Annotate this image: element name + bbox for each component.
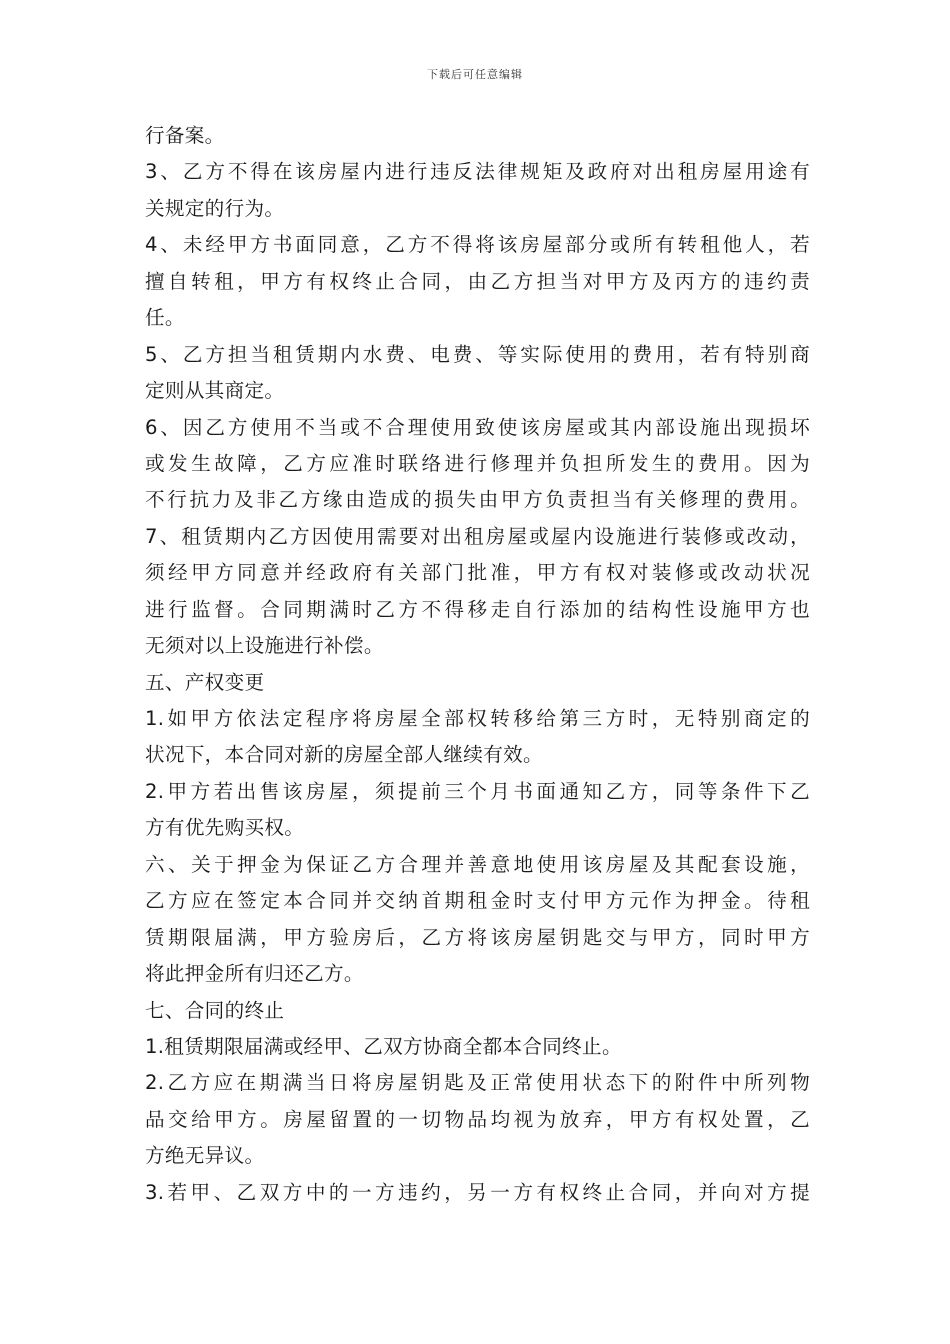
paragraph-line: 关规定的行为。 <box>145 196 285 220</box>
paragraph-line: 赁期限届满，甲方验房后，乙方将该房屋钥匙交与甲方，同时甲方 <box>145 925 810 949</box>
paragraph-line: 方有优先购买权。 <box>145 816 305 840</box>
paragraph-line: 行备案。 <box>145 124 225 147</box>
paragraph-line: 3.若甲、乙双方中的一方违约，另一方有权终止合同，并向对方提 <box>145 1180 810 1204</box>
paragraph-line: 须经甲方同意并经政府有关部门批准，甲方有权对装修或改动状况 <box>145 561 810 585</box>
paragraph-line: 状况下，本合同对新的房屋全部人继续有效。 <box>145 743 543 767</box>
paragraph-line: 将此押金所有归还乙方。 <box>145 962 364 986</box>
paragraph-line: 进行监督。合同期满时乙方不得移走自行添加的结构性设施甲方也 <box>145 597 810 621</box>
paragraph-line: 2.甲方若出售该房屋，须提前三个月书面通知乙方，同等条件下乙 <box>145 779 810 803</box>
paragraph-line: 2.乙方应在期满当日将房屋钥匙及正常使用状态下的附件中所列物 <box>145 1071 810 1095</box>
paragraph-line: 乙方应在签定本合同并交纳首期租金时支付甲方元作为押金。待租 <box>145 889 810 913</box>
paragraph-line: 1.如甲方依法定程序将房屋全部权转移给第三方时，无特别商定的 <box>145 707 810 730</box>
paragraph-line: 3、乙方不得在该房屋内进行违反法律规矩及政府对出租房屋用途有 <box>145 160 810 184</box>
paragraph-line: 七、合同的终止 <box>145 998 285 1022</box>
paragraph-line: 5、乙方担当租赁期内水费、电费、等实际使用的费用，若有特别商 <box>145 342 810 366</box>
paragraph-line: 或发生故障，乙方应准时联络进行修理并负担所发生的费用。因为 <box>145 451 810 475</box>
paragraph-line: 品交给甲方。房屋留置的一切物品均视为放弃，甲方有权处置，乙 <box>145 1107 810 1131</box>
page-header-note: 下载后可任意编辑 <box>427 68 523 81</box>
paragraph-line: 4、未经甲方书面同意，乙方不得将该房屋部分或所有转租他人，若 <box>145 233 810 257</box>
paragraph-line: 1.租赁期限届满或经甲、乙双方协商全都本合同终止。 <box>145 1034 622 1058</box>
paragraph-line: 不行抗力及非乙方缘由造成的损失由甲方负责担当有关修理的费用。 <box>145 488 810 512</box>
paragraph-line: 任。 <box>145 306 185 330</box>
paragraph-line: 擅自转租，甲方有权终止合同，由乙方担当对甲方及丙方的违约责 <box>145 269 810 293</box>
paragraph-line: 无须对以上设施进行补偿。 <box>145 634 384 658</box>
paragraph-line: 六、关于押金为保证乙方合理并善意地使用该房屋及其配套设施， <box>145 852 810 876</box>
paragraph-line: 定则从其商定。 <box>145 379 285 403</box>
paragraph-line: 7、租赁期内乙方因使用需要对出租房屋或屋内设施进行装修或改动， <box>145 524 810 548</box>
paragraph-line: 方绝无异议。 <box>145 1144 265 1168</box>
paragraph-line: 6、因乙方使用不当或不合理使用致使该房屋或其内部设施出现损坏 <box>145 415 810 439</box>
paragraph-line: 五、产权变更 <box>145 670 265 694</box>
document-body <box>145 118 810 1211</box>
